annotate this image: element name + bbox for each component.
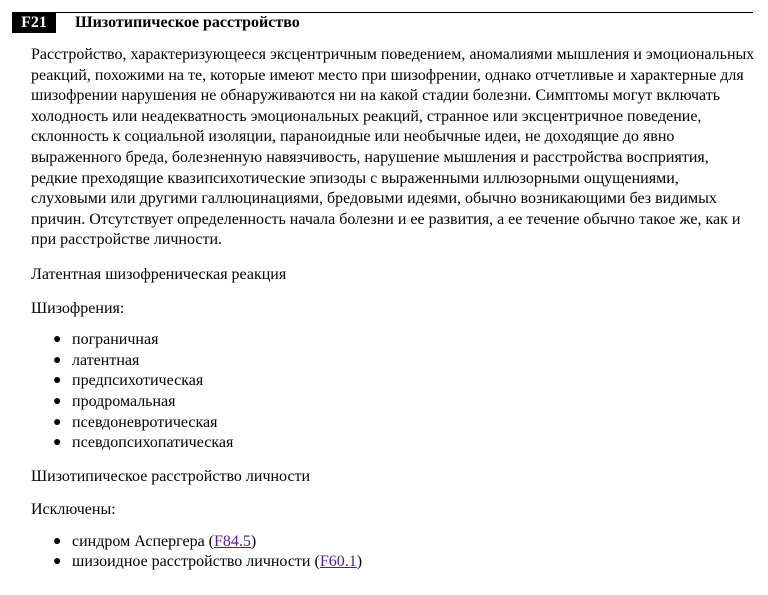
bullet-icon: ● <box>53 414 62 430</box>
description: Расстройство, характеризующееся эксцентричным поведением, аномалиями мышления и эмоциональных реакций, похожими на те, которые имеют место при шизофрении, однако отчетливые и характерные для шизофрении нарушения не обнаруживаются ни на какой стадии болезни. Симптомы могут включать холодность или неадекватность эмоциональных реакций, странное или эксцентричное поведение, склонность к социальной изоляции, параноидные или необычные идеи, не доходящие до явно выраженного бреда, болезненную навязчивость, нарушение мышления и расстройства восприятия, редкие преходящие квазипсихотические эпизоды с выраженными иллюзорными ощущениями, слуховыми или другими галлюцинациями, бредовыми идеями, обычно возникающими без видимых причин. Отсутствует определенность начала болезни и ее развития, а ее течение обычно такое же, как и при расстройстве личности. <box>31 46 755 249</box>
list-item <box>53 351 757 372</box>
bullet-icon: ● <box>53 352 62 368</box>
list-item-label: продромальная <box>72 392 176 410</box>
link-f60-1[interactable]: F60.1 <box>319 553 357 571</box>
list-item-label: псевдопсихопатическая <box>72 434 234 452</box>
section-header <box>12 12 753 33</box>
list-item-label: предпсихотическая <box>72 372 204 390</box>
excluded-list <box>31 532 757 573</box>
excluded-item-close: ) <box>250 532 257 550</box>
schizophrenia-label: Шизофрения: <box>31 299 125 317</box>
list-item <box>53 371 757 392</box>
schizophrenia-list <box>31 330 757 454</box>
page-title: Шизотипическое расстройство <box>75 14 300 31</box>
list-item <box>53 532 757 553</box>
bullet-icon: ● <box>53 435 62 451</box>
list-item <box>53 552 757 573</box>
excluded-item-close: ) <box>356 553 363 571</box>
latent-reaction-term: Латентная шизофреническая реакция <box>31 265 287 283</box>
content <box>31 45 757 586</box>
code-badge: F21 <box>12 13 56 33</box>
list-item <box>53 413 757 434</box>
excluded-label: Исключены: <box>31 501 116 519</box>
bullet-icon: ● <box>53 533 62 549</box>
link-f84-5[interactable]: F84.5 <box>214 532 251 550</box>
list-item-label: пограничная <box>72 331 159 349</box>
list-item <box>53 392 757 413</box>
bullet-icon: ● <box>53 373 62 389</box>
personality-disorder-term: Шизотипическое расстройство личности <box>31 467 311 485</box>
list-item <box>53 433 757 454</box>
list-item-label: псевдоневротическая <box>72 413 218 431</box>
excluded-item-text: синдром Аспергера ( <box>72 532 214 550</box>
bullet-icon: ● <box>53 393 62 409</box>
excluded-item-text: шизоидное расстройство личности ( <box>72 553 320 571</box>
list-item <box>53 330 757 351</box>
bullet-icon: ● <box>53 332 62 348</box>
bullet-icon: ● <box>53 554 62 570</box>
list-item-label: латентная <box>72 351 140 369</box>
